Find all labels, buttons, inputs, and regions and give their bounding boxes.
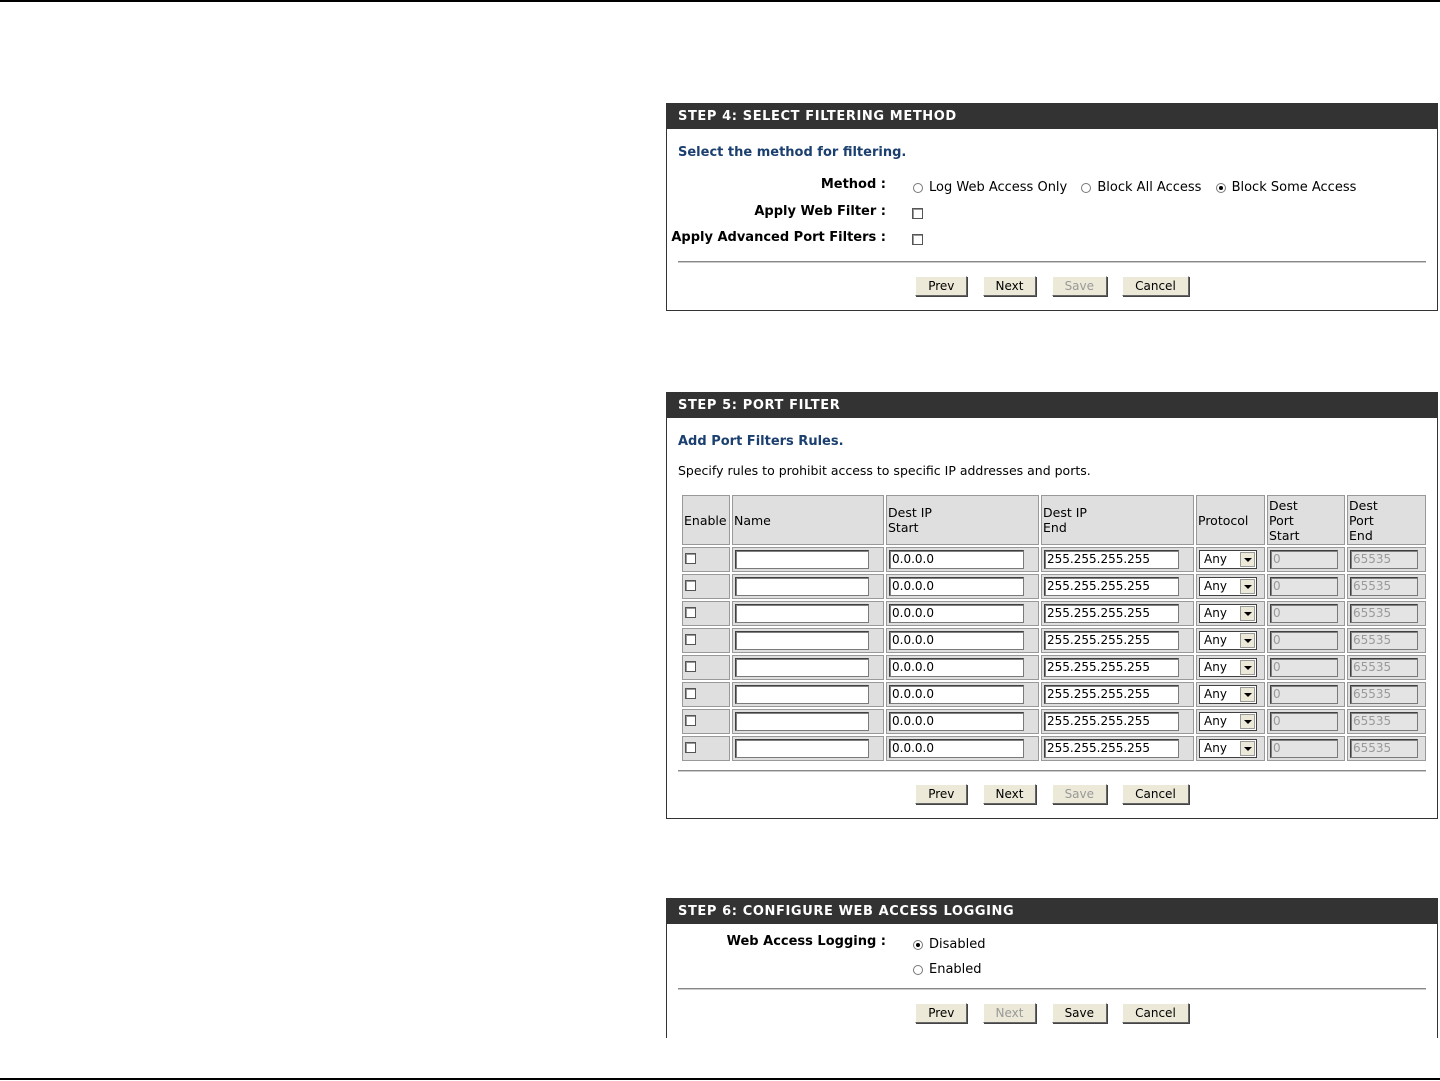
step4-button-bar — [667, 275, 1437, 296]
step4-title: STEP 4: SELECT FILTERING METHOD — [667, 104, 1437, 129]
protocol-select-value: Any — [1204, 660, 1227, 674]
dest-port-start-input: 0 — [1270, 739, 1338, 758]
step6-prev-button[interactable]: Prev — [915, 1003, 967, 1023]
port-end-cell — [1347, 736, 1426, 761]
protocol-select-value: Any — [1204, 714, 1227, 728]
enable-cell — [682, 655, 730, 680]
protocol-select-value: Any — [1204, 552, 1227, 566]
radio-logging-enabled-label: Enabled — [929, 962, 982, 977]
col-dest-port-start-line3: Start — [1269, 527, 1300, 543]
enable-cell — [682, 601, 730, 626]
apply-web-filter-checkbox[interactable] — [912, 208, 923, 219]
radio-log-web-access-only[interactable] — [913, 183, 923, 193]
top-rule — [0, 0, 1440, 2]
dest-ip-start-input[interactable]: 0.0.0.0 — [889, 739, 1024, 758]
web-filter-label: Apply Web Filter : — [754, 204, 886, 219]
port-end-cell — [1347, 574, 1426, 599]
col-dest-ip-end-line1: Dest IP — [1043, 505, 1087, 520]
dest-port-end-input: 65535 — [1350, 550, 1418, 569]
enable-cell — [682, 682, 730, 707]
col-dest-port-start-line2: Port — [1269, 512, 1294, 528]
port-end-cell — [1347, 628, 1426, 653]
protocol-cell — [1196, 628, 1265, 653]
step5-button-bar — [667, 783, 1437, 804]
radio-block-all-access[interactable] — [1081, 183, 1091, 193]
radio-logging-enabled[interactable] — [913, 965, 923, 975]
name-cell — [732, 547, 884, 572]
dest-ip-start-input[interactable]: 0.0.0.0 — [889, 550, 1024, 569]
step5-cancel-button[interactable]: Cancel — [1122, 784, 1189, 804]
rule-name-input[interactable] — [735, 685, 869, 704]
col-dest-ip-start — [886, 495, 1039, 545]
protocol-select[interactable] — [1199, 577, 1257, 596]
enable-cell — [682, 628, 730, 653]
chevron-down-icon[interactable] — [1240, 552, 1255, 567]
ip-start-cell — [886, 655, 1039, 680]
port-end-cell — [1347, 655, 1426, 680]
dest-port-end-input: 65535 — [1350, 658, 1418, 677]
col-enable: Enable — [682, 495, 730, 545]
port-end-cell — [1347, 709, 1426, 734]
chevron-down-icon[interactable] — [1240, 660, 1255, 675]
radio-log-web-access-only-label: Log Web Access Only — [929, 180, 1068, 195]
enable-checkbox[interactable] — [685, 742, 696, 753]
step4-cancel-button[interactable]: Cancel — [1122, 276, 1189, 296]
rule-name-input[interactable] — [735, 604, 869, 623]
table-row — [682, 628, 1426, 653]
radio-logging-disabled[interactable] — [913, 940, 923, 950]
dest-ip-start-input[interactable]: 0.0.0.0 — [889, 631, 1024, 650]
table-row — [682, 682, 1426, 707]
col-protocol: Protocol — [1196, 495, 1265, 545]
port-start-cell — [1267, 736, 1345, 761]
protocol-select-value: Any — [1204, 579, 1227, 593]
protocol-select-value: Any — [1204, 633, 1227, 647]
dest-port-start-input: 0 — [1270, 712, 1338, 731]
logging-option-enabled — [913, 962, 992, 977]
dest-port-start-input: 0 — [1270, 550, 1338, 569]
protocol-cell — [1196, 736, 1265, 761]
dest-port-start-input: 0 — [1270, 685, 1338, 704]
ip-end-cell — [1041, 601, 1194, 626]
enable-checkbox[interactable] — [685, 580, 696, 591]
dest-port-start-input: 0 — [1270, 604, 1338, 623]
step4-next-button[interactable]: Next — [983, 276, 1037, 296]
table-row — [682, 655, 1426, 680]
name-cell — [732, 628, 884, 653]
col-dest-port-start — [1267, 495, 1345, 545]
dest-ip-end-input[interactable]: 255.255.255.255 — [1044, 685, 1179, 704]
ip-start-cell — [886, 547, 1039, 572]
port-start-cell — [1267, 655, 1345, 680]
port-end-cell — [1347, 601, 1426, 626]
port-start-cell — [1267, 682, 1345, 707]
logging-option-disabled — [913, 937, 995, 952]
chevron-down-icon[interactable] — [1240, 687, 1255, 702]
protocol-cell — [1196, 709, 1265, 734]
port-start-cell — [1267, 628, 1345, 653]
dest-ip-end-input[interactable]: 255.255.255.255 — [1044, 631, 1179, 650]
enable-cell — [682, 547, 730, 572]
table-row — [682, 709, 1426, 734]
ip-end-cell — [1041, 682, 1194, 707]
method-label: Method : — [820, 177, 886, 192]
table-row — [682, 601, 1426, 626]
col-dest-ip-start-line1: Dest IP — [888, 505, 932, 520]
ip-end-cell — [1041, 709, 1194, 734]
step5-next-button[interactable]: Next — [983, 784, 1037, 804]
ip-end-cell — [1041, 655, 1194, 680]
col-dest-ip-start-line2: Start — [888, 520, 919, 535]
dest-ip-end-input[interactable]: 255.255.255.255 — [1044, 550, 1179, 569]
step5-title: STEP 5: PORT FILTER — [667, 393, 1437, 418]
protocol-select[interactable] — [1199, 712, 1257, 731]
dest-port-start-input: 0 — [1270, 658, 1338, 677]
dest-ip-end-input[interactable]: 255.255.255.255 — [1044, 712, 1179, 731]
ip-end-cell — [1041, 736, 1194, 761]
enable-checkbox[interactable] — [685, 607, 696, 618]
protocol-select[interactable] — [1199, 550, 1257, 569]
dest-ip-start-input[interactable]: 0.0.0.0 — [889, 577, 1024, 596]
port-start-cell — [1267, 547, 1345, 572]
chevron-down-icon[interactable] — [1240, 579, 1255, 594]
apply-advanced-port-filters-checkbox[interactable] — [912, 234, 923, 245]
chevron-down-icon[interactable] — [1240, 633, 1255, 648]
step6-next-button: Next — [983, 1003, 1037, 1023]
step6-save-button[interactable]: Save — [1052, 1003, 1107, 1023]
enable-checkbox[interactable] — [685, 715, 696, 726]
ip-end-cell — [1041, 547, 1194, 572]
enable-checkbox[interactable] — [685, 688, 696, 699]
name-cell — [732, 601, 884, 626]
chevron-down-icon[interactable] — [1240, 606, 1255, 621]
step6-divider — [678, 988, 1426, 990]
name-cell — [732, 682, 884, 707]
col-dest-ip-end — [1041, 495, 1194, 545]
col-dest-port-end-line3: End — [1349, 527, 1373, 543]
dest-port-end-input: 65535 — [1350, 577, 1418, 596]
step5-description: Specify rules to prohibit access to specific IP addresses and ports. — [678, 463, 1091, 478]
step6-title: STEP 6: CONFIGURE WEB ACCESS LOGGING — [667, 899, 1437, 924]
protocol-cell — [1196, 574, 1265, 599]
enable-checkbox[interactable] — [685, 634, 696, 645]
rule-name-input[interactable] — [735, 658, 869, 677]
col-dest-port-end — [1347, 495, 1426, 545]
step5-panel — [666, 392, 1438, 819]
step4-prev-button[interactable]: Prev — [915, 276, 967, 296]
ip-start-cell — [886, 709, 1039, 734]
dest-port-end-input: 65535 — [1350, 712, 1418, 731]
ip-end-cell — [1041, 628, 1194, 653]
protocol-cell — [1196, 655, 1265, 680]
adv-port-filter-label: Apply Advanced Port Filters : — [671, 230, 886, 245]
step5-prev-button[interactable]: Prev — [915, 784, 967, 804]
name-cell — [732, 709, 884, 734]
ip-start-cell — [886, 736, 1039, 761]
dest-port-end-input: 65535 — [1350, 631, 1418, 650]
port-start-cell — [1267, 574, 1345, 599]
dest-ip-end-input[interactable]: 255.255.255.255 — [1044, 577, 1179, 596]
protocol-select[interactable] — [1199, 604, 1257, 623]
step4-panel — [666, 103, 1438, 311]
port-start-cell — [1267, 601, 1345, 626]
protocol-select[interactable] — [1199, 631, 1257, 650]
port-start-cell — [1267, 709, 1345, 734]
step4-save-button: Save — [1052, 276, 1107, 296]
col-name: Name — [732, 495, 884, 545]
rule-name-input[interactable] — [735, 550, 869, 569]
radio-block-some-access[interactable] — [1216, 183, 1226, 193]
protocol-cell — [1196, 682, 1265, 707]
dest-port-end-input: 65535 — [1350, 685, 1418, 704]
col-dest-ip-end-line2: End — [1043, 520, 1067, 535]
dest-port-start-input: 0 — [1270, 577, 1338, 596]
dest-port-end-input: 65535 — [1350, 739, 1418, 758]
step6-panel — [666, 898, 1438, 1038]
dest-ip-start-input[interactable]: 0.0.0.0 — [889, 685, 1024, 704]
name-cell — [732, 655, 884, 680]
ip-start-cell — [886, 574, 1039, 599]
enable-cell — [682, 709, 730, 734]
protocol-select[interactable] — [1199, 685, 1257, 704]
enable-checkbox[interactable] — [685, 553, 696, 564]
ip-start-cell — [886, 682, 1039, 707]
protocol-select-value: Any — [1204, 606, 1227, 620]
dest-port-end-input: 65535 — [1350, 604, 1418, 623]
protocol-select-value: Any — [1204, 741, 1227, 755]
name-cell — [732, 736, 884, 761]
dest-ip-start-input[interactable]: 0.0.0.0 — [889, 712, 1024, 731]
dest-ip-end-input[interactable]: 255.255.255.255 — [1044, 658, 1179, 677]
step6-button-bar — [667, 1002, 1437, 1023]
port-filter-table — [680, 493, 1428, 763]
step6-cancel-button[interactable]: Cancel — [1122, 1003, 1189, 1023]
dest-port-start-input: 0 — [1270, 631, 1338, 650]
protocol-select[interactable] — [1199, 658, 1257, 677]
ip-start-cell — [886, 628, 1039, 653]
protocol-select-value: Any — [1204, 687, 1227, 701]
dest-ip-end-input[interactable]: 255.255.255.255 — [1044, 604, 1179, 623]
protocol-cell — [1196, 601, 1265, 626]
enable-cell — [682, 574, 730, 599]
step4-subtitle: Select the method for filtering. — [678, 145, 907, 160]
protocol-cell — [1196, 547, 1265, 572]
ip-start-cell — [886, 601, 1039, 626]
dest-ip-start-input[interactable]: 0.0.0.0 — [889, 604, 1024, 623]
chevron-down-icon[interactable] — [1240, 714, 1255, 729]
rule-name-input[interactable] — [735, 739, 869, 758]
web-access-logging-label: Web Access Logging : — [726, 934, 886, 949]
dest-ip-end-input[interactable]: 255.255.255.255 — [1044, 739, 1179, 758]
ip-end-cell — [1041, 574, 1194, 599]
port-end-cell — [1347, 547, 1426, 572]
rule-name-input[interactable] — [735, 577, 869, 596]
step5-save-button: Save — [1052, 784, 1107, 804]
table-row — [682, 547, 1426, 572]
table-row — [682, 574, 1426, 599]
col-dest-port-start-line1: Dest — [1269, 497, 1298, 513]
rule-name-input[interactable] — [735, 712, 869, 731]
step5-subtitle: Add Port Filters Rules. — [678, 434, 844, 449]
step4-divider — [678, 261, 1426, 263]
enable-cell — [682, 736, 730, 761]
port-end-cell — [1347, 682, 1426, 707]
rule-name-input[interactable] — [735, 631, 869, 650]
radio-block-all-access-label: Block All Access — [1097, 180, 1202, 195]
name-cell — [732, 574, 884, 599]
col-dest-port-end-line2: Port — [1349, 512, 1374, 528]
enable-checkbox[interactable] — [685, 661, 696, 672]
method-radio-group — [913, 180, 1366, 195]
col-dest-port-end-line1: Dest — [1349, 497, 1378, 513]
step5-divider — [678, 770, 1426, 772]
table-row — [682, 736, 1426, 761]
bottom-rule — [0, 1078, 1440, 1080]
dest-ip-start-input[interactable]: 0.0.0.0 — [889, 658, 1024, 677]
radio-logging-disabled-label: Disabled — [929, 937, 986, 952]
radio-block-some-access-label: Block Some Access — [1231, 180, 1357, 195]
protocol-select[interactable] — [1199, 739, 1257, 758]
chevron-down-icon[interactable] — [1240, 741, 1255, 756]
